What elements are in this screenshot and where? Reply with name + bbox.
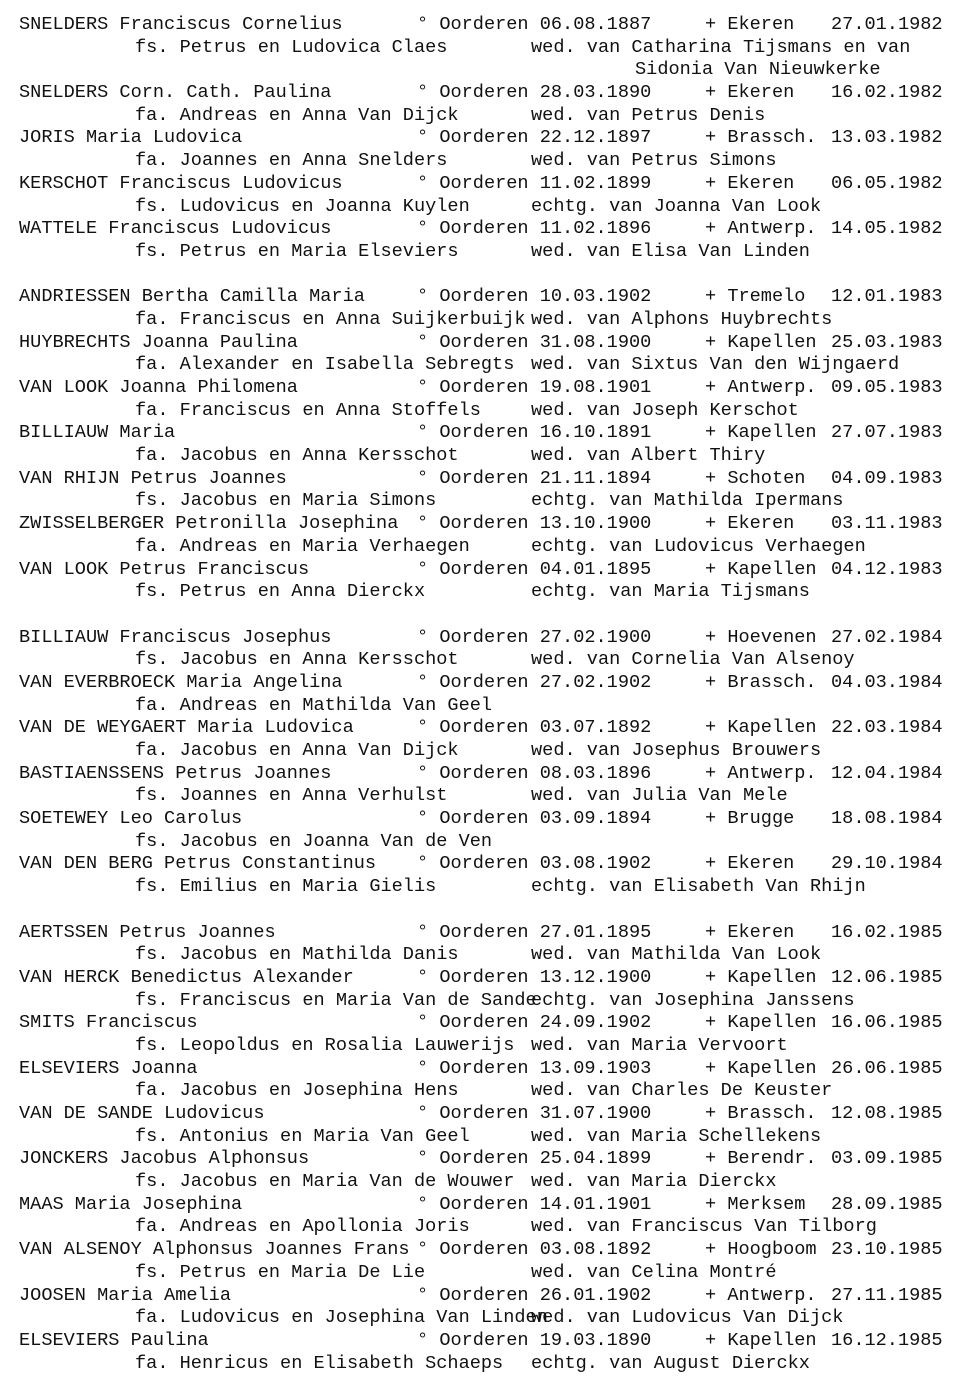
register-entry bbox=[19, 1330, 949, 1375]
entry-detail-line bbox=[19, 400, 949, 423]
birth-record: ° Oorderen 08.03.1896 bbox=[417, 762, 652, 784]
birth-record: ° Oorderen 27.01.1895 bbox=[417, 921, 652, 943]
register-entry bbox=[19, 672, 949, 717]
register-entry bbox=[19, 717, 949, 762]
spouse-relation: wed. van Celina Montré bbox=[531, 1261, 777, 1283]
birth-record: ° Oorderen 03.08.1902 bbox=[417, 853, 652, 875]
birth-record: ° Oorderen 14.01.1901 bbox=[417, 1193, 652, 1215]
entry-continuation-line bbox=[19, 59, 949, 82]
death-date: 27.02.1984 bbox=[831, 626, 943, 648]
spouse-relation: wed. van Mathilda Van Look bbox=[531, 944, 822, 966]
birth-record: ° Oorderen 03.09.1894 bbox=[417, 808, 652, 830]
register-entry bbox=[19, 82, 949, 127]
register-entry bbox=[19, 1103, 949, 1148]
death-date: 12.08.1985 bbox=[831, 1103, 943, 1124]
spouse-relation: echtg. van Elisabeth Van Rhijn bbox=[531, 876, 866, 898]
entry-main-line bbox=[19, 127, 949, 150]
person-name: HUYBRECHTS Joanna Paulina bbox=[19, 331, 298, 353]
register-entry bbox=[19, 763, 949, 808]
birth-record: ° Oorderen 31.08.1900 bbox=[417, 331, 652, 353]
death-date: 04.09.1983 bbox=[831, 467, 943, 489]
parents: fa. Franciscus en Anna Stoffels bbox=[135, 399, 481, 421]
person-name: VAN LOOK Joanna Philomena bbox=[19, 377, 298, 398]
death-place: + Kapellen bbox=[705, 717, 817, 739]
spouse-relation: echtg. van Ludovicus Verhaegen bbox=[531, 535, 866, 557]
entry-main-line bbox=[19, 672, 949, 695]
parents: fs. Petrus en Maria De Lie bbox=[135, 1261, 426, 1283]
parents: fa. Jacobus en Anna Kersschot bbox=[135, 445, 459, 467]
year-group bbox=[19, 922, 949, 1376]
death-place: + Hoogboom bbox=[705, 1239, 817, 1261]
entry-main-line bbox=[19, 763, 949, 786]
death-place: + Ekeren bbox=[705, 853, 795, 875]
parents: fs. Leopoldus en Rosalia Lauwerijs bbox=[135, 1034, 515, 1056]
death-date: 18.08.1984 bbox=[831, 808, 943, 830]
death-date: 16.02.1985 bbox=[831, 921, 943, 943]
death-date: 12.06.1985 bbox=[831, 966, 943, 988]
entry-main-line bbox=[19, 1012, 949, 1035]
entry-main-line bbox=[19, 82, 949, 105]
birth-record: ° Oorderen 27.02.1902 bbox=[417, 671, 652, 693]
birth-record: ° Oorderen 13.12.1900 bbox=[417, 966, 652, 988]
person-name: VAN DE SANDE Ludovicus bbox=[19, 1103, 265, 1124]
death-date: 25.03.1983 bbox=[831, 331, 943, 353]
register-entry bbox=[19, 332, 949, 377]
person-name: VAN DE WEYGAERT Maria Ludovica bbox=[19, 717, 354, 739]
person-name: ELSEVIERS Paulina bbox=[19, 1329, 209, 1351]
spouse-relation: echtg. van Josephina Janssens bbox=[531, 989, 855, 1011]
death-place: + Brassch. bbox=[705, 127, 817, 149]
death-date: 03.09.1985 bbox=[831, 1148, 943, 1170]
entry-main-line bbox=[19, 1239, 949, 1262]
register-entry bbox=[19, 1285, 949, 1330]
person-name: VAN HERCK Benedictus Alexander bbox=[19, 966, 354, 988]
spouse-relation: wed. van Petrus Denis bbox=[531, 104, 766, 126]
spouse-relation: wed. van Joseph Kerschot bbox=[531, 399, 799, 421]
entry-main-line bbox=[19, 286, 949, 309]
death-place: + Kapellen bbox=[705, 1012, 817, 1034]
birth-record: ° Oorderen 13.09.1903 bbox=[417, 1057, 652, 1079]
entry-main-line bbox=[19, 627, 949, 650]
entry-main-line bbox=[19, 559, 949, 582]
death-place: + Ekeren bbox=[705, 513, 795, 535]
entry-main-line bbox=[19, 922, 949, 945]
death-date: 27.11.1985 bbox=[831, 1284, 943, 1306]
spouse-relation: wed. van Ludovicus Van Dijck bbox=[531, 1307, 844, 1329]
death-date: 04.12.1983 bbox=[831, 558, 943, 580]
death-place: + Merksem bbox=[705, 1193, 806, 1215]
entry-detail-line bbox=[19, 1126, 949, 1149]
death-place: + Antwerp. bbox=[705, 218, 817, 240]
person-name: ELSEVIERS Joanna bbox=[19, 1057, 198, 1079]
spouse-relation: wed. van Maria Dierckx bbox=[531, 1171, 777, 1193]
entry-detail-line bbox=[19, 354, 949, 377]
death-place: + Kapellen bbox=[705, 422, 817, 444]
death-date: 27.07.1983 bbox=[831, 422, 943, 444]
entry-main-line bbox=[19, 808, 949, 831]
death-date: 16.06.1985 bbox=[831, 1012, 943, 1034]
death-place: + Antwerp. bbox=[705, 377, 817, 398]
spouse-relation: echtg. van Maria Tijsmans bbox=[531, 581, 810, 603]
person-name: SNELDERS Corn. Cath. Paulina bbox=[19, 82, 332, 104]
entry-main-line bbox=[19, 1330, 949, 1353]
parents: fs. Jacobus en Anna Kersschot bbox=[135, 649, 459, 671]
parents: fa. Henricus en Elisabeth Schaeps bbox=[135, 1352, 504, 1374]
person-name: SNELDERS Franciscus Cornelius bbox=[19, 14, 343, 35]
entry-detail-line bbox=[19, 37, 949, 60]
death-place: + Ekeren bbox=[705, 172, 795, 194]
parents: fs. Antonius en Maria Van Geel bbox=[135, 1125, 470, 1147]
spouse-relation: echtg. van August Dierckx bbox=[531, 1352, 810, 1374]
birth-record: ° Oorderen 04.01.1895 bbox=[417, 558, 652, 580]
person-name: SMITS Franciscus bbox=[19, 1012, 198, 1034]
register-entry bbox=[19, 173, 949, 218]
birth-record: ° Oorderen 26.01.1902 bbox=[417, 1284, 652, 1306]
entry-detail-line bbox=[19, 1171, 949, 1194]
death-date: 22.03.1984 bbox=[831, 717, 943, 739]
death-place: + Kapellen bbox=[705, 331, 817, 353]
death-place: + Ekeren bbox=[705, 82, 795, 104]
register-entry bbox=[19, 14, 949, 82]
spouse-relation: wed. van Catharina Tijsmans en van bbox=[531, 36, 911, 58]
person-name: BILLIAUW Maria bbox=[19, 422, 176, 444]
parents: fs. Joannes en Anna Verhulst bbox=[135, 785, 448, 807]
person-name: BILLIAUW Franciscus Josephus bbox=[19, 626, 332, 648]
entry-detail-line bbox=[19, 944, 949, 967]
register-entry bbox=[19, 967, 949, 1012]
parents: fa. Andreas en Apollonia Joris bbox=[135, 1216, 470, 1238]
person-name: WATTELE Franciscus Ludovicus bbox=[19, 218, 332, 240]
death-date: 23.10.1985 bbox=[831, 1239, 943, 1261]
entry-detail-line bbox=[19, 740, 949, 763]
spouse-relation: wed. van Albert Thiry bbox=[531, 445, 766, 467]
person-name: ZWISSELBERGER Petronilla Josephina bbox=[19, 513, 399, 535]
spouse-relation: wed. van Charles De Keuster bbox=[531, 1080, 833, 1102]
parents: fa. Ludovicus en Josephina Van Linden bbox=[135, 1307, 548, 1329]
entry-detail-line bbox=[19, 536, 949, 559]
entry-detail-line bbox=[19, 445, 949, 468]
birth-record: ° Oorderen 16.10.1891 bbox=[417, 422, 652, 444]
register-entry bbox=[19, 1012, 949, 1057]
spouse-relation: wed. van Maria Vervoort bbox=[531, 1034, 788, 1056]
parents: fs. Jacobus en Maria Van de Wouwer bbox=[135, 1171, 515, 1193]
year-group bbox=[19, 286, 949, 604]
entry-detail-line bbox=[19, 1262, 949, 1285]
birth-record: ° Oorderen 11.02.1899 bbox=[417, 172, 652, 194]
birth-record: ° Oorderen 25.04.1899 bbox=[417, 1148, 652, 1170]
entry-main-line bbox=[19, 853, 949, 876]
entry-detail-line bbox=[19, 831, 949, 854]
register-entry bbox=[19, 127, 949, 172]
person-name: MAAS Maria Josephina bbox=[19, 1193, 243, 1215]
entry-main-line bbox=[19, 173, 949, 196]
birth-record: ° Oorderen 03.07.1892 bbox=[417, 717, 652, 739]
entry-detail-line bbox=[19, 990, 949, 1013]
death-place: + Schoten bbox=[705, 467, 806, 489]
parents: fa. Joannes en Anna Snelders bbox=[135, 150, 448, 172]
entry-main-line bbox=[19, 332, 949, 355]
register-entry bbox=[19, 808, 949, 853]
spouse-relation-continued: Sidonia Van Nieuwkerke bbox=[635, 59, 881, 81]
person-name: VAN RHIJN Petrus Joannes bbox=[19, 467, 287, 489]
entry-main-line bbox=[19, 218, 949, 241]
birth-record: ° Oorderen 28.03.1890 bbox=[417, 82, 652, 104]
entry-detail-line bbox=[19, 695, 949, 718]
parents: fa. Andreas en Anna Van Dijck bbox=[135, 104, 459, 126]
parents: fs. Petrus en Maria Elseviers bbox=[135, 240, 459, 262]
death-date: 16.02.1982 bbox=[831, 82, 943, 104]
death-place: + Antwerp. bbox=[705, 762, 817, 784]
spouse-relation: echtg. van Mathilda Ipermans bbox=[531, 490, 844, 512]
year-separator bbox=[19, 264, 949, 287]
person-name: JONCKERS Jacobus Alphonsus bbox=[19, 1148, 310, 1170]
entry-detail-line bbox=[19, 785, 949, 808]
death-date: 28.09.1985 bbox=[831, 1193, 943, 1215]
death-date: 03.11.1983 bbox=[831, 513, 943, 535]
birth-record: ° Oorderen 13.10.1900 bbox=[417, 513, 652, 535]
person-name: KERSCHOT Franciscus Ludovicus bbox=[19, 172, 343, 194]
spouse-relation: wed. van Cornelia Van Alsenoy bbox=[531, 649, 855, 671]
register-entry bbox=[19, 422, 949, 467]
entry-main-line bbox=[19, 1148, 949, 1171]
birth-record: ° Oorderen 19.08.1901 bbox=[417, 377, 652, 398]
entry-detail-line bbox=[19, 1307, 949, 1330]
year-group bbox=[19, 14, 949, 264]
register-entry bbox=[19, 377, 949, 422]
birth-record: ° Oorderen 03.08.1892 bbox=[417, 1239, 652, 1261]
death-register-page bbox=[19, 14, 949, 1375]
death-date: 29.10.1984 bbox=[831, 853, 943, 875]
death-date: 12.04.1984 bbox=[831, 762, 943, 784]
death-place: + Antwerp. bbox=[705, 1284, 817, 1306]
parents: fs. Jacobus en Joanna Van de Ven bbox=[135, 830, 493, 852]
person-name: VAN EVERBROECK Maria Angelina bbox=[19, 671, 343, 693]
person-name: JOOSEN Maria Amelia bbox=[19, 1284, 232, 1306]
entry-detail-line bbox=[19, 150, 949, 173]
spouse-relation: echtg. van Joanna Van Look bbox=[531, 195, 822, 217]
birth-record: ° Oorderen 21.11.1894 bbox=[417, 467, 652, 489]
person-name: VAN LOOK Petrus Franciscus bbox=[19, 558, 310, 580]
death-place: + Ekeren bbox=[705, 14, 795, 35]
person-name: SOETEWEY Leo Carolus bbox=[19, 808, 243, 830]
birth-record: ° Oorderen 19.03.1890 bbox=[417, 1329, 652, 1351]
parents: fa. Franciscus en Anna Suijkerbuijk bbox=[135, 308, 526, 330]
entry-detail-line bbox=[19, 490, 949, 513]
death-place: + Kapellen bbox=[705, 966, 817, 988]
register-entry bbox=[19, 468, 949, 513]
death-date: 04.03.1984 bbox=[831, 671, 943, 693]
register-entry bbox=[19, 559, 949, 604]
entry-main-line bbox=[19, 967, 949, 990]
register-entry bbox=[19, 513, 949, 558]
birth-record: ° Oorderen 10.03.1902 bbox=[417, 286, 652, 308]
year-separator bbox=[19, 604, 949, 627]
entry-detail-line bbox=[19, 876, 949, 899]
spouse-relation: wed. van Petrus Simons bbox=[531, 150, 777, 172]
person-name: VAN DEN BERG Petrus Constantinus bbox=[19, 853, 377, 875]
death-date: 06.05.1982 bbox=[831, 172, 943, 194]
birth-record: ° Oorderen 27.02.1900 bbox=[417, 626, 652, 648]
entry-detail-line bbox=[19, 105, 949, 128]
register-entry bbox=[19, 1148, 949, 1193]
parents: fa. Alexander en Isabella Sebregts bbox=[135, 354, 515, 376]
death-date: 12.01.1983 bbox=[831, 286, 943, 308]
death-place: + Ekeren bbox=[705, 921, 795, 943]
spouse-relation: wed. van Maria Schellekens bbox=[531, 1125, 822, 1147]
entry-main-line bbox=[19, 377, 949, 400]
death-place: + Brassch. bbox=[705, 1103, 817, 1124]
year-separator bbox=[19, 899, 949, 922]
entry-detail-line bbox=[19, 196, 949, 219]
year-group bbox=[19, 627, 949, 899]
parents: fs. Emilius en Maria Gielis bbox=[135, 876, 437, 898]
parents: fa. Andreas en Maria Verhaegen bbox=[135, 535, 470, 557]
death-place: + Kapellen bbox=[705, 558, 817, 580]
entry-detail-line bbox=[19, 241, 949, 264]
entry-detail-line bbox=[19, 649, 949, 672]
entry-main-line bbox=[19, 1194, 949, 1217]
parents: fa. Jacobus en Josephina Hens bbox=[135, 1080, 459, 1102]
birth-record: ° Oorderen 31.07.1900 bbox=[417, 1103, 652, 1124]
death-date: 16.12.1985 bbox=[831, 1329, 943, 1351]
birth-record: ° Oorderen 06.08.1887 bbox=[417, 14, 652, 35]
entry-main-line bbox=[19, 1285, 949, 1308]
parents: fa. Andreas en Mathilda Van Geel bbox=[135, 694, 493, 716]
parents: fa. Jacobus en Anna Van Dijck bbox=[135, 740, 459, 761]
parents: fs. Franciscus en Maria Van de Sande bbox=[135, 989, 537, 1011]
person-name: AERTSSEN Petrus Joannes bbox=[19, 921, 276, 943]
entry-detail-line bbox=[19, 309, 949, 332]
parents: fs. Petrus en Anna Dierckx bbox=[135, 581, 426, 603]
entry-main-line bbox=[19, 513, 949, 536]
register-entry bbox=[19, 286, 949, 331]
register-entry bbox=[19, 218, 949, 263]
birth-record: ° Oorderen 11.02.1896 bbox=[417, 218, 652, 240]
parents: fs. Jacobus en Maria Simons bbox=[135, 490, 437, 512]
death-date: 13.03.1982 bbox=[831, 127, 943, 149]
person-name: BASTIAENSSENS Petrus Joannes bbox=[19, 762, 332, 784]
death-date: 14.05.1982 bbox=[831, 218, 943, 240]
spouse-relation: wed. van Franciscus Van Tilborg bbox=[531, 1216, 877, 1238]
entry-detail-line bbox=[19, 1035, 949, 1058]
entry-main-line bbox=[19, 14, 949, 37]
spouse-relation: wed. van Sixtus Van den Wijngaerd bbox=[531, 354, 900, 376]
death-place: + Kapellen bbox=[705, 1057, 817, 1079]
person-name: JORIS Maria Ludovica bbox=[19, 127, 243, 149]
death-date: 27.01.1982 bbox=[831, 14, 943, 35]
entry-main-line bbox=[19, 422, 949, 445]
entry-detail-line bbox=[19, 1080, 949, 1103]
parents: fs. Ludovicus en Joanna Kuylen bbox=[135, 195, 470, 217]
entry-detail-line bbox=[19, 1216, 949, 1239]
parents: fs. Petrus en Ludovica Claes bbox=[135, 36, 448, 58]
entry-main-line bbox=[19, 1103, 949, 1126]
death-date: 09.05.1983 bbox=[831, 377, 943, 398]
death-place: + Kapellen bbox=[705, 1329, 817, 1351]
death-date: 26.06.1985 bbox=[831, 1057, 943, 1079]
register-entry bbox=[19, 1239, 949, 1284]
birth-record: ° Oorderen 24.09.1902 bbox=[417, 1012, 652, 1034]
parents: fs. Jacobus en Mathilda Danis bbox=[135, 944, 459, 966]
register-entry bbox=[19, 627, 949, 672]
entry-detail-line bbox=[19, 581, 949, 604]
spouse-relation: wed. van Josephus Brouwers bbox=[531, 740, 822, 761]
entry-main-line bbox=[19, 717, 949, 740]
death-place: + Hoevenen bbox=[705, 626, 817, 648]
register-entry bbox=[19, 853, 949, 898]
person-name: VAN ALSENOY Alphonsus Joannes Frans bbox=[19, 1239, 410, 1261]
death-place: + Berendr. bbox=[705, 1148, 817, 1170]
spouse-relation: wed. van Alphons Huybrechts bbox=[531, 308, 833, 330]
death-place: + Tremelo bbox=[705, 286, 806, 308]
register-entry bbox=[19, 922, 949, 967]
entry-detail-line bbox=[19, 1353, 949, 1376]
entry-main-line bbox=[19, 468, 949, 491]
birth-record: ° Oorderen 22.12.1897 bbox=[417, 127, 652, 149]
death-place: + Brassch. bbox=[705, 671, 817, 693]
person-name: ANDRIESSEN Bertha Camilla Maria bbox=[19, 286, 365, 308]
entry-main-line bbox=[19, 1058, 949, 1081]
spouse-relation: wed. van Elisa Van Linden bbox=[531, 240, 810, 262]
register-entry bbox=[19, 1194, 949, 1239]
register-entry bbox=[19, 1058, 949, 1103]
spouse-relation: wed. van Julia Van Mele bbox=[531, 785, 788, 807]
death-place: + Brugge bbox=[705, 808, 795, 830]
